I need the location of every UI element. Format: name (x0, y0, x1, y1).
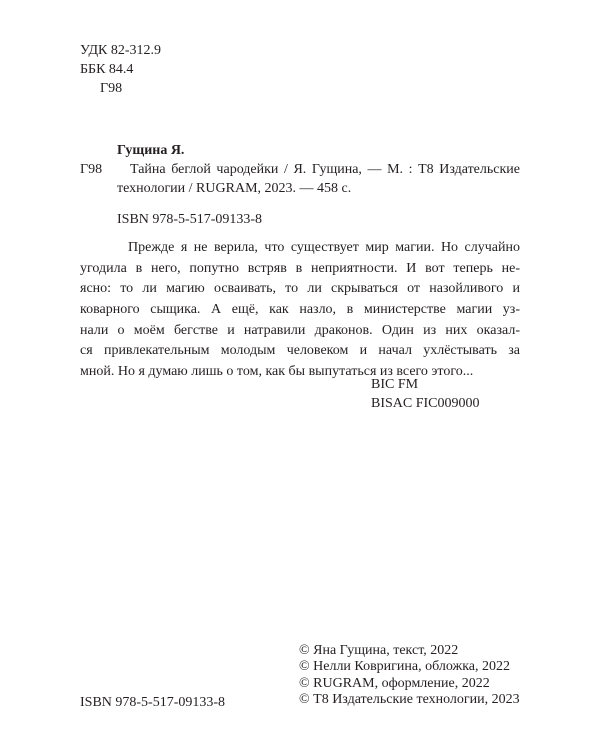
annotation-line: коварного сыщика. А ещё, как назло, в министерстве магии уз- (80, 302, 520, 318)
author-mark: Г98 (100, 81, 123, 96)
annotation-line: ся привлекательным молодым человеком и начал ухлёстывать за (80, 343, 520, 359)
annotation-line: ясно: то ли магию осваивать, то ли скрываться от назойливого и (80, 281, 520, 297)
copyright-line: © Т8 Издательские технологии, 2023 (299, 691, 520, 707)
annotation-line: угодила в него, попутно встряв в неприятности. И вот теперь не- (80, 260, 520, 276)
bisac-code: BISAC FIC009000 (371, 396, 480, 411)
udk-code: УДК 82-312.9 (80, 43, 162, 58)
record-isbn: ISBN 978-5-517-09133-8 (117, 212, 263, 227)
footer-isbn: ISBN 978-5-517-09133-8 (80, 695, 226, 710)
copyright-line: © RUGRAM, оформление, 2022 (299, 675, 490, 691)
annotation (80, 238, 520, 383)
record-publisher-line: технологии / RUGRAM, 2023. — 458 с. (117, 181, 352, 196)
copyright-line: © Яна Гущина, текст, 2022 (299, 643, 459, 658)
annotation-line: мной. Но я думаю лишь о том, как бы выпутаться из всего этого... (80, 364, 474, 380)
annotation-line: Прежде я не верила, что существует мир магии. Но случайно (128, 240, 520, 255)
copyright-line: © Нелли Ковригина, обложка, 2022 (299, 659, 510, 675)
record-author-mark: Г98 (80, 162, 103, 177)
author-name: Гущина Я. (117, 143, 185, 158)
annotation-line: нали о моём бегстве и натравили драконов. Один из них оказал- (80, 322, 520, 338)
record-title-line: Тайна беглой чародейки / Я. Гущина, — М. : Т8 Издательские (130, 162, 520, 177)
bbk-code: ББК 84.4 (80, 62, 134, 77)
copyright-block (299, 643, 520, 708)
bic-code: BIC FM (371, 377, 419, 392)
